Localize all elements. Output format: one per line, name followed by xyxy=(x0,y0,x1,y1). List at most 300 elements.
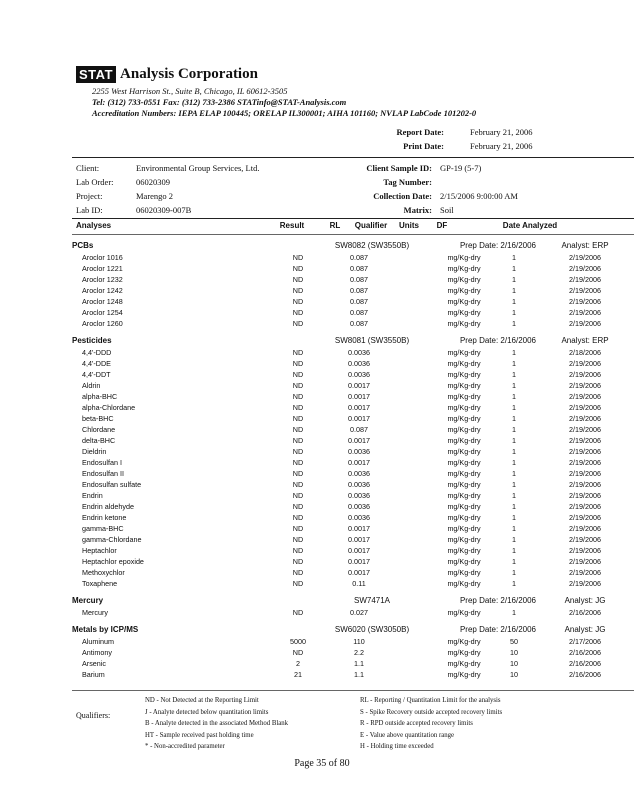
table-row xyxy=(72,391,634,402)
date-analyzed-value: 2/19/2006 xyxy=(569,286,601,295)
analyte-name: Heptachlor xyxy=(82,546,117,555)
result-value: 21 xyxy=(294,670,302,679)
section-name: Mercury xyxy=(72,596,104,605)
analyte-name: Toxaphene xyxy=(82,579,118,588)
result-value: ND xyxy=(292,480,304,489)
qualifier-value xyxy=(394,479,436,490)
result-value: ND xyxy=(292,458,304,467)
units-value: mg/Kg-dry xyxy=(447,392,481,401)
rl-value: 0.0017 xyxy=(348,381,370,390)
analyte-name: Endrin ketone xyxy=(82,513,127,522)
report-date-value: February 21, 2006 xyxy=(470,127,533,137)
date-analyzed-value: 2/19/2006 xyxy=(569,381,601,390)
units-value: mg/Kg-dry xyxy=(447,491,481,500)
df-value: 10 xyxy=(510,659,519,668)
qualifier-rl: RL - Reporting / Quantitation Limit for the analysis xyxy=(360,697,501,704)
qualifier-value xyxy=(394,446,436,457)
analyte-name: Endosulfan II xyxy=(82,469,124,478)
analyte-name: gamma-BHC xyxy=(82,524,124,533)
rl-value: 0.087 xyxy=(350,253,368,262)
rl-value: 0.0036 xyxy=(348,469,370,478)
result-value: ND xyxy=(292,319,304,328)
result-value: ND xyxy=(292,381,304,390)
col-result: Result xyxy=(279,221,305,230)
df-value: 1 xyxy=(512,370,517,379)
table-row xyxy=(72,413,634,424)
rl-value: 0.0036 xyxy=(348,480,370,489)
result-value: ND xyxy=(292,513,304,522)
date-analyzed-value: 2/19/2006 xyxy=(569,297,601,306)
col-rl: RL xyxy=(329,221,341,230)
print-date-label: Print Date: xyxy=(403,141,444,151)
qualifier-nd: ND - Not Detected at the Reporting Limit xyxy=(145,697,259,704)
table-row xyxy=(72,402,634,413)
project-label: Project: xyxy=(76,191,103,201)
df-value: 1 xyxy=(512,535,517,544)
result-value: ND xyxy=(292,425,304,434)
analyte-name: Dieldrin xyxy=(82,447,107,456)
units-value: mg/Kg-dry xyxy=(447,275,481,284)
matrix-label: Matrix: xyxy=(403,205,432,215)
df-value: 1 xyxy=(512,524,517,533)
date-analyzed-value: 2/16/2006 xyxy=(569,608,601,617)
matrix-value: Soil xyxy=(440,205,454,215)
qualifier-value xyxy=(394,534,436,545)
result-value: ND xyxy=(292,524,304,533)
df-value: 1 xyxy=(512,513,517,522)
qualifier-value xyxy=(394,263,436,274)
result-value: ND xyxy=(292,557,304,566)
qualifier-e: E - Value above quantitation range xyxy=(360,731,455,739)
section-header-row xyxy=(72,239,634,252)
section-analyst: Analyst: ERP xyxy=(561,336,609,345)
section-name: Metals by ICP/MS xyxy=(72,625,139,634)
table-row xyxy=(72,512,634,523)
date-analyzed-value: 2/19/2006 xyxy=(569,436,601,445)
result-value: ND xyxy=(292,348,304,357)
section-analyst: Analyst: ERP xyxy=(561,241,609,250)
units-value: mg/Kg-dry xyxy=(447,568,481,577)
df-value: 1 xyxy=(512,546,517,555)
qualifier-value xyxy=(394,512,436,523)
section-name: PCBs xyxy=(72,241,94,250)
units-value: mg/Kg-dry xyxy=(447,502,481,511)
date-analyzed-value: 2/19/2006 xyxy=(569,425,601,434)
units-value: mg/Kg-dry xyxy=(447,524,481,533)
units-value: mg/Kg-dry xyxy=(447,381,481,390)
results-table xyxy=(72,239,634,680)
result-value: ND xyxy=(292,608,304,617)
qualifier-value xyxy=(394,435,436,446)
qualifier-value xyxy=(394,658,436,669)
rl-value: 0.0036 xyxy=(348,502,370,511)
qualifier-value xyxy=(394,274,436,285)
qualifier-h: H - Holding time exceeded xyxy=(360,743,434,750)
result-value: ND xyxy=(292,447,304,456)
table-row xyxy=(72,369,634,380)
section-prep-date: Prep Date: 2/16/2006 xyxy=(459,336,537,345)
df-value: 1 xyxy=(512,359,517,368)
result-value: ND xyxy=(292,648,304,657)
rl-value: 0.0036 xyxy=(348,491,370,500)
date-analyzed-value: 2/18/2006 xyxy=(569,348,601,357)
date-analyzed-value: 2/19/2006 xyxy=(569,557,601,566)
result-value: ND xyxy=(292,253,304,262)
df-value: 1 xyxy=(512,392,517,401)
table-row xyxy=(72,285,634,296)
analyte-name: Antimony xyxy=(82,648,112,657)
qualifier-value xyxy=(394,296,436,307)
report-date-label: Report Date: xyxy=(396,127,444,137)
df-value: 10 xyxy=(510,648,519,657)
qualifier-value xyxy=(394,424,436,435)
col-df: DF xyxy=(436,221,448,230)
print-date-value: February 21, 2006 xyxy=(470,141,533,151)
analyte-name: Aroclor 1242 xyxy=(82,286,123,295)
df-value: 1 xyxy=(512,253,517,262)
qualifier-value xyxy=(394,252,436,263)
lab-id-value: 06020309-007B xyxy=(136,205,192,215)
date-analyzed-value: 2/19/2006 xyxy=(569,447,601,456)
units-value: mg/Kg-dry xyxy=(447,308,481,317)
result-value: ND xyxy=(292,392,304,401)
divider-columns-top xyxy=(72,218,634,219)
units-value: mg/Kg-dry xyxy=(447,579,481,588)
qualifier-value xyxy=(394,391,436,402)
date-analyzed-value: 2/19/2006 xyxy=(569,568,601,577)
section-header-row xyxy=(72,623,634,636)
lab-id-label: Lab ID: xyxy=(76,205,103,215)
qualifier-value xyxy=(394,413,436,424)
table-row xyxy=(72,545,634,556)
sample-id-value: GP-19 (5-7) xyxy=(440,163,482,173)
rl-value: 0.0017 xyxy=(348,436,370,445)
rl-value: 0.087 xyxy=(350,275,368,284)
table-row xyxy=(72,446,634,457)
qualifier-j: J - Analyte detected below quantitation limits xyxy=(145,708,269,716)
rl-value: 0.0017 xyxy=(348,392,370,401)
units-value: mg/Kg-dry xyxy=(447,469,481,478)
date-analyzed-value: 2/19/2006 xyxy=(569,491,601,500)
rl-value: 0.0017 xyxy=(348,557,370,566)
rl-value: 0.0036 xyxy=(348,348,370,357)
df-value: 1 xyxy=(512,319,517,328)
rl-value: 0.11 xyxy=(352,579,366,588)
date-analyzed-value: 2/19/2006 xyxy=(569,308,601,317)
df-value: 1 xyxy=(512,425,517,434)
analyte-name: Aldrin xyxy=(82,381,101,390)
analyte-name: Endosulfan I xyxy=(82,458,122,467)
units-value: mg/Kg-dry xyxy=(447,608,481,617)
df-value: 1 xyxy=(512,403,517,412)
table-row xyxy=(72,669,634,680)
df-value: 1 xyxy=(512,264,517,273)
collection-date-label: Collection Date: xyxy=(373,191,432,201)
qualifier-value xyxy=(394,347,436,358)
rl-value: 0.0036 xyxy=(348,359,370,368)
qualifiers-right xyxy=(360,697,630,755)
qualifier-value xyxy=(394,468,436,479)
col-date-analyzed: Date Analyzed xyxy=(502,221,558,230)
company-name: Analysis Corporation xyxy=(120,66,258,82)
section-header-row xyxy=(72,594,634,607)
col-analyses: Analyses xyxy=(76,221,112,230)
date-analyzed-value: 2/16/2006 xyxy=(569,659,601,668)
rl-value: 0.0017 xyxy=(348,524,370,533)
divider-qualifiers xyxy=(72,690,634,691)
analyte-name: Endosulfan sulfate xyxy=(82,480,142,489)
lab-order-label: Lab Order: xyxy=(76,177,114,187)
date-analyzed-value: 2/19/2006 xyxy=(569,392,601,401)
rl-value: 0.0036 xyxy=(348,370,370,379)
date-analyzed-value: 2/19/2006 xyxy=(569,359,601,368)
qualifier-r: R - RPD outside accepted recovery limits xyxy=(360,720,473,727)
qualifier-value xyxy=(394,457,436,468)
client-label: Client: xyxy=(76,163,100,173)
result-value: ND xyxy=(292,264,304,273)
qualifier-value xyxy=(394,578,436,589)
letterhead xyxy=(76,66,258,83)
analyte-name: 4,4'-DDT xyxy=(82,370,111,379)
lab-order-value: 06020309 xyxy=(136,177,170,187)
divider-top xyxy=(72,157,634,158)
qualifiers-label: Qualifiers: xyxy=(76,711,111,720)
section-method: SW8081 (SW3550B) xyxy=(334,336,410,345)
analyte-name: Aroclor 1254 xyxy=(82,308,123,317)
date-analyzed-value: 2/19/2006 xyxy=(569,275,601,284)
analyte-name: beta-BHC xyxy=(82,414,114,423)
analyte-name: Endrin xyxy=(82,491,103,500)
qualifier-ht: HT - Sample received past holding time xyxy=(145,731,254,739)
rl-value: 0.087 xyxy=(350,286,368,295)
analyte-name: 4,4'-DDD xyxy=(82,348,112,357)
qualifiers-left xyxy=(145,697,345,755)
col-units: Units xyxy=(399,221,419,230)
df-value: 1 xyxy=(512,502,517,511)
analyte-name: alpha-BHC xyxy=(82,392,118,401)
rl-value: 2.2 xyxy=(354,648,364,657)
section-prep-date: Prep Date: 2/16/2006 xyxy=(459,596,537,605)
qualifier-value xyxy=(394,490,436,501)
df-value: 1 xyxy=(512,458,517,467)
analyte-name: gamma-Chlordane xyxy=(82,535,142,544)
rl-value: 110 xyxy=(353,637,365,646)
qualifier-value xyxy=(394,556,436,567)
units-value: mg/Kg-dry xyxy=(447,637,481,646)
date-analyzed-value: 2/19/2006 xyxy=(569,458,601,467)
result-value: ND xyxy=(292,414,304,423)
units-value: mg/Kg-dry xyxy=(447,480,481,489)
col-qualifier: Qualifier xyxy=(354,221,388,230)
analyte-name: Mercury xyxy=(82,608,108,617)
units-value: mg/Kg-dry xyxy=(447,319,481,328)
date-analyzed-value: 2/19/2006 xyxy=(569,469,601,478)
result-value: ND xyxy=(292,275,304,284)
date-analyzed-value: 2/19/2006 xyxy=(569,403,601,412)
analyte-name: Aroclor 1248 xyxy=(82,297,123,306)
date-analyzed-value: 2/19/2006 xyxy=(569,535,601,544)
analyte-name: Methoxychlor xyxy=(82,568,125,577)
units-value: mg/Kg-dry xyxy=(447,414,481,423)
accreditation-line: Accreditation Numbers: IEPA ELAP 100445; ORELAP IL300001; AIHA 101160; NVLAP LabCode 101202-0 xyxy=(92,108,477,118)
analyte-name: Arsenic xyxy=(82,659,106,668)
result-value: ND xyxy=(292,370,304,379)
units-value: mg/Kg-dry xyxy=(447,348,481,357)
table-row xyxy=(72,647,634,658)
section-prep-date: Prep Date: 2/16/2006 xyxy=(459,625,537,634)
stat-logo: STAT xyxy=(76,66,116,83)
rl-value: 0.0017 xyxy=(348,414,370,423)
qualifier-value xyxy=(394,567,436,578)
table-row xyxy=(72,296,634,307)
table-row xyxy=(72,523,634,534)
rl-value: 0.0017 xyxy=(348,535,370,544)
analyte-name: Aroclor 1221 xyxy=(82,264,123,273)
date-analyzed-value: 2/17/2006 xyxy=(569,637,601,646)
units-value: mg/Kg-dry xyxy=(447,458,481,467)
units-value: mg/Kg-dry xyxy=(447,513,481,522)
qualifier-s: S - Spike Recovery outside accepted recovery limits xyxy=(360,708,503,716)
units-value: mg/Kg-dry xyxy=(447,359,481,368)
units-value: mg/Kg-dry xyxy=(447,648,481,657)
table-row xyxy=(72,556,634,567)
date-analyzed-value: 2/19/2006 xyxy=(569,502,601,511)
table-row xyxy=(72,479,634,490)
analyte-name: Aroclor 1016 xyxy=(82,253,123,262)
result-value: ND xyxy=(292,359,304,368)
df-value: 1 xyxy=(512,469,517,478)
qualifier-value xyxy=(394,501,436,512)
date-analyzed-value: 2/19/2006 xyxy=(569,546,601,555)
rl-value: 1.1 xyxy=(354,670,364,679)
table-row xyxy=(72,468,634,479)
rl-value: 0.087 xyxy=(350,297,368,306)
units-value: mg/Kg-dry xyxy=(447,370,481,379)
units-value: mg/Kg-dry xyxy=(447,264,481,273)
rl-value: 0.087 xyxy=(350,308,368,317)
date-analyzed-value: 2/19/2006 xyxy=(569,264,601,273)
result-value: 2 xyxy=(296,659,300,668)
df-value: 1 xyxy=(512,348,517,357)
table-row xyxy=(72,490,634,501)
result-value: ND xyxy=(292,297,304,306)
rl-value: 0.027 xyxy=(350,608,368,617)
df-value: 1 xyxy=(512,275,517,284)
units-value: mg/Kg-dry xyxy=(447,557,481,566)
section-header-row xyxy=(72,334,634,347)
divider-columns-bottom xyxy=(72,234,634,235)
result-value: ND xyxy=(292,436,304,445)
qualifier-value xyxy=(394,545,436,556)
result-value: ND xyxy=(292,403,304,412)
df-value: 1 xyxy=(512,608,517,617)
df-value: 1 xyxy=(512,491,517,500)
units-value: mg/Kg-dry xyxy=(447,535,481,544)
result-value: ND xyxy=(292,491,304,500)
date-analyzed-value: 2/19/2006 xyxy=(569,253,601,262)
address-line: 2255 West Harrison St., Suite B, Chicago, IL 60612-3505 xyxy=(92,86,288,96)
result-value: ND xyxy=(292,546,304,555)
collection-date-value: 2/15/2006 9:00:00 AM xyxy=(440,191,518,201)
date-analyzed-value: 2/19/2006 xyxy=(569,480,601,489)
sample-id-label: Client Sample ID: xyxy=(366,163,432,173)
analyte-name: Aroclor 1232 xyxy=(82,275,123,284)
units-value: mg/Kg-dry xyxy=(447,403,481,412)
df-value: 1 xyxy=(512,308,517,317)
rl-value: 0.0017 xyxy=(348,546,370,555)
units-value: mg/Kg-dry xyxy=(447,447,481,456)
qualifier-value xyxy=(394,307,436,318)
table-row xyxy=(72,567,634,578)
rl-value: 0.0017 xyxy=(348,568,370,577)
table-row xyxy=(72,534,634,545)
qualifier-value xyxy=(394,369,436,380)
date-analyzed-value: 2/19/2006 xyxy=(569,370,601,379)
df-value: 1 xyxy=(512,414,517,423)
units-value: mg/Kg-dry xyxy=(447,436,481,445)
df-value: 1 xyxy=(512,297,517,306)
date-analyzed-value: 2/19/2006 xyxy=(569,414,601,423)
date-analyzed-value: 2/19/2006 xyxy=(569,319,601,328)
result-value: 5000 xyxy=(290,637,306,646)
rl-value: 1.1 xyxy=(354,659,364,668)
qualifier-value xyxy=(394,358,436,369)
df-value: 1 xyxy=(512,436,517,445)
df-value: 1 xyxy=(512,480,517,489)
analyte-name: Endrin aldehyde xyxy=(82,502,134,511)
qualifier-value xyxy=(394,402,436,413)
rl-value: 0.0017 xyxy=(348,458,370,467)
rl-value: 0.087 xyxy=(350,319,368,328)
result-value: ND xyxy=(292,579,304,588)
df-value: 1 xyxy=(512,557,517,566)
date-analyzed-value: 2/16/2006 xyxy=(569,648,601,657)
qualifier-value xyxy=(394,380,436,391)
qualifier-b: B - Analyte detected in the associated Method Blank xyxy=(145,720,289,727)
result-value: ND xyxy=(292,308,304,317)
units-value: mg/Kg-dry xyxy=(447,286,481,295)
rl-value: 0.0036 xyxy=(348,513,370,522)
client-value: Environmental Group Services, Ltd. xyxy=(136,163,260,173)
result-value: ND xyxy=(292,469,304,478)
section-method: SW6020 (SW3050B) xyxy=(334,625,410,634)
qualifier-asterisk: * - Non-accredited parameter xyxy=(145,743,225,750)
rl-value: 0.087 xyxy=(350,264,368,273)
analyte-name: delta-BHC xyxy=(82,436,116,445)
df-value: 1 xyxy=(512,579,517,588)
result-value: ND xyxy=(292,535,304,544)
analyte-name: Heptachlor epoxide xyxy=(82,557,144,566)
table-row xyxy=(72,274,634,285)
df-value: 1 xyxy=(512,568,517,577)
project-value: Marengo 2 xyxy=(136,191,174,201)
units-value: mg/Kg-dry xyxy=(447,425,481,434)
analyte-name: alpha-Chlordane xyxy=(82,403,136,412)
tag-number-label: Tag Number: xyxy=(383,177,432,187)
rl-value: 0.0036 xyxy=(348,447,370,456)
section-analyst: Analyst: JG xyxy=(564,625,606,634)
df-value: 50 xyxy=(510,637,519,646)
units-value: mg/Kg-dry xyxy=(447,546,481,555)
section-method: SW7471A xyxy=(353,596,391,605)
analyte-name: Chlordane xyxy=(82,425,116,434)
result-value: ND xyxy=(292,502,304,511)
result-value: ND xyxy=(292,568,304,577)
page-number: Page 35 of 80 xyxy=(294,758,350,769)
table-row xyxy=(72,307,634,318)
qualifier-value xyxy=(394,647,436,658)
date-analyzed-value: 2/16/2006 xyxy=(569,670,601,679)
